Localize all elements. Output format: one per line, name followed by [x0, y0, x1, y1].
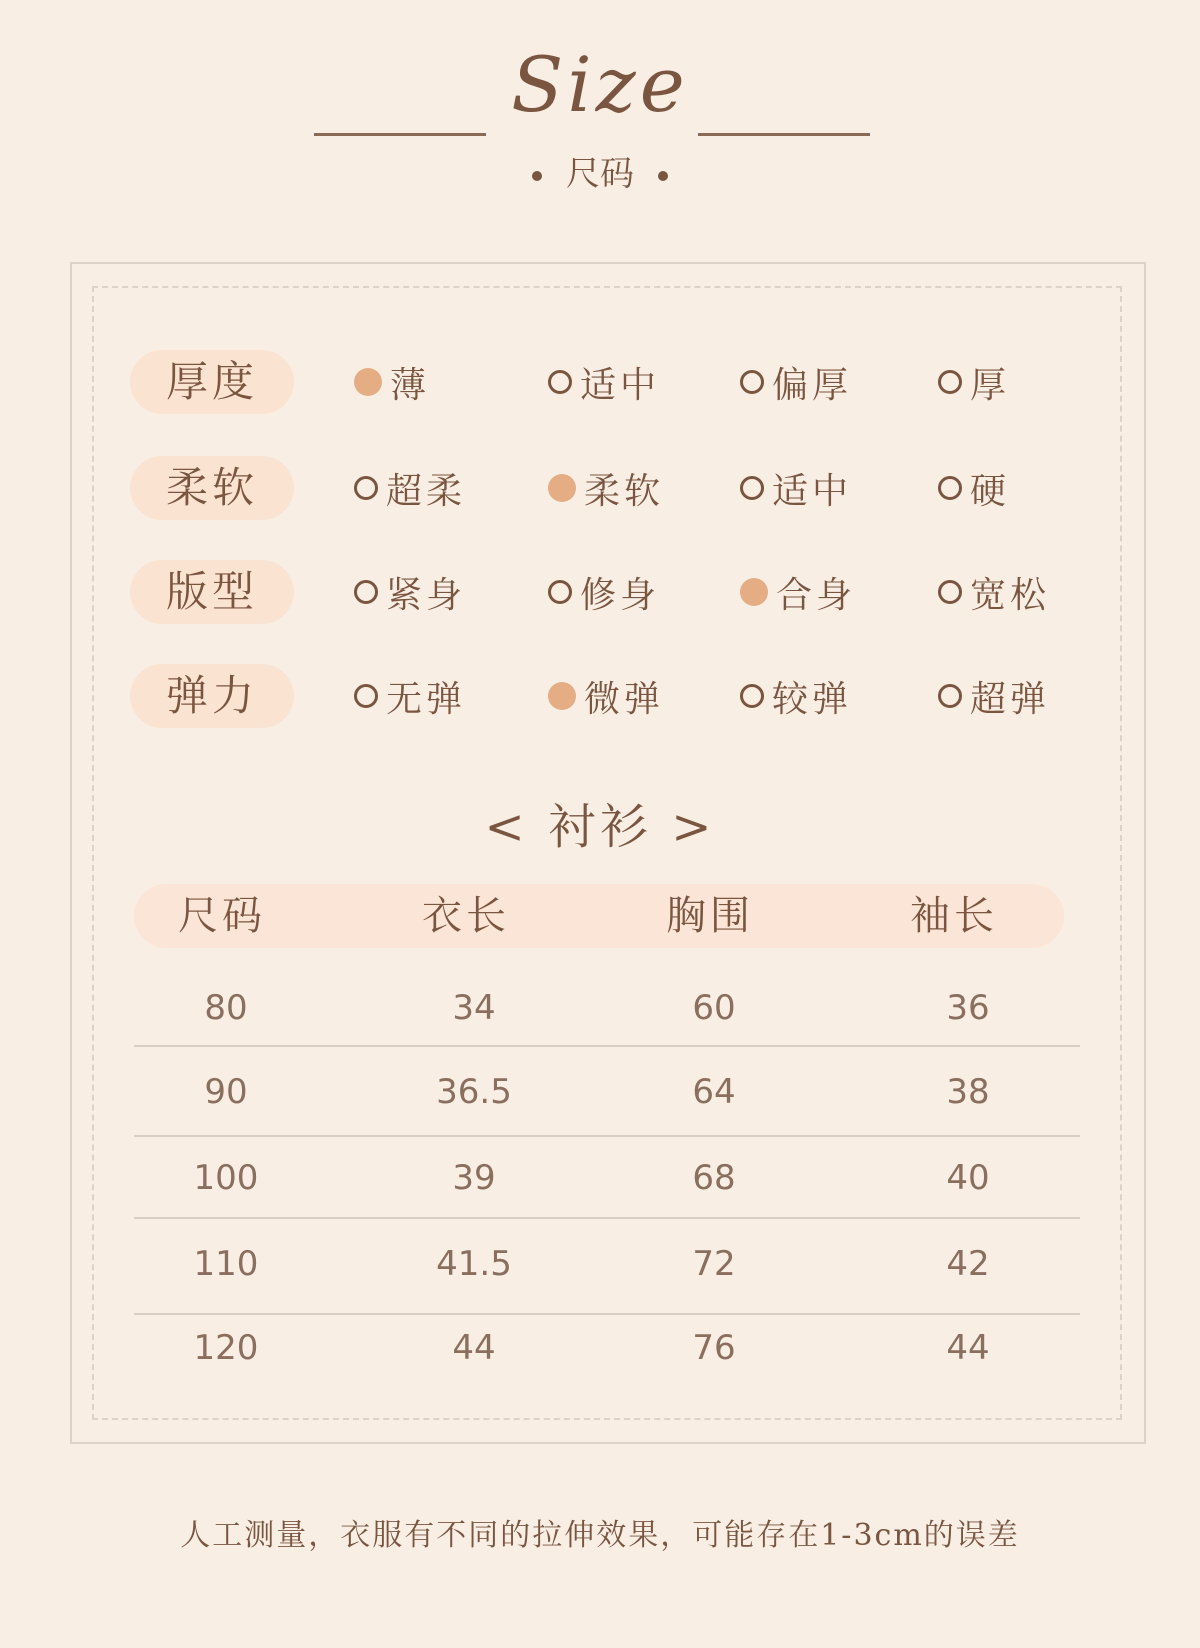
attribute-option[interactable]	[740, 664, 852, 728]
table-cell: 39	[452, 1158, 496, 1198]
table-cell: 36	[946, 988, 990, 1028]
attribute-option-label: 修身	[580, 574, 661, 616]
attribute-option-label: 偏厚	[772, 364, 853, 406]
attribute-option[interactable]	[938, 560, 1050, 624]
radio-empty-icon	[354, 684, 378, 708]
attribute-option-label: 较弹	[772, 678, 853, 720]
table-cell: 44	[452, 1328, 496, 1368]
attribute-option-label: 微弹	[584, 678, 665, 720]
attribute-option[interactable]	[548, 560, 660, 624]
radio-empty-icon	[740, 370, 764, 394]
attribute-option[interactable]	[354, 350, 430, 414]
title-divider-right	[698, 133, 870, 136]
footnote: 人工测量，衣服有不同的拉伸效果，可能存在1-3cm的误差	[180, 1518, 1020, 1553]
radio-selected-icon	[548, 682, 576, 710]
attribute-label: 版型	[130, 560, 294, 624]
attribute-option-label: 硬	[970, 470, 1011, 512]
radio-empty-icon	[548, 370, 572, 394]
attribute-option[interactable]	[938, 456, 1010, 520]
table-cell: 76	[692, 1328, 736, 1368]
attribute-option-label: 紧身	[386, 574, 467, 616]
product-name: < 衬衫 >	[484, 799, 716, 855]
attribute-option-label: 厚	[970, 364, 1011, 406]
attribute-option[interactable]	[740, 560, 856, 624]
attribute-option[interactable]	[740, 456, 852, 520]
title-divider-left	[314, 133, 486, 136]
attribute-option-label: 无弹	[386, 678, 467, 720]
radio-empty-icon	[740, 476, 764, 500]
radio-empty-icon	[938, 684, 962, 708]
header-chest: 胸围	[666, 893, 754, 939]
attribute-option[interactable]	[548, 664, 664, 728]
attribute-option[interactable]	[354, 664, 466, 728]
table-cell: 38	[946, 1072, 990, 1112]
attribute-option-label: 适中	[580, 364, 661, 406]
attribute-option[interactable]	[938, 350, 1010, 414]
table-cell: 40	[946, 1158, 990, 1198]
attribute-option-label: 薄	[390, 364, 431, 406]
attribute-option-label: 超柔	[386, 470, 467, 512]
radio-empty-icon	[938, 476, 962, 500]
header-size: 尺码	[178, 893, 266, 939]
attribute-label: 柔软	[130, 456, 294, 520]
bullet-dot-icon	[532, 171, 542, 181]
table-cell: 34	[452, 988, 496, 1028]
table-cell: 64	[692, 1072, 736, 1112]
page-subtitle: 尺码	[566, 154, 634, 194]
attribute-option-label: 宽松	[970, 574, 1051, 616]
radio-empty-icon	[740, 684, 764, 708]
table-cell: 110	[193, 1244, 259, 1284]
row-divider	[134, 1045, 1080, 1047]
attribute-option[interactable]	[354, 560, 466, 624]
attribute-label: 厚度	[130, 350, 294, 414]
attribute-option[interactable]	[548, 456, 664, 520]
bullet-dot-icon	[658, 171, 668, 181]
table-cell: 60	[692, 988, 736, 1028]
radio-empty-icon	[938, 370, 962, 394]
attribute-row	[130, 560, 1090, 624]
table-cell: 80	[204, 988, 248, 1028]
attribute-option-label: 适中	[772, 470, 853, 512]
table-cell: 100	[193, 1158, 259, 1198]
size-table-header	[134, 884, 1064, 948]
attribute-label: 弹力	[130, 664, 294, 728]
header-length: 衣长	[422, 893, 510, 939]
radio-selected-icon	[354, 368, 382, 396]
table-cell: 44	[946, 1328, 990, 1368]
attribute-option[interactable]	[548, 350, 660, 414]
table-cell: 68	[692, 1158, 736, 1198]
radio-empty-icon	[354, 580, 378, 604]
row-divider	[134, 1135, 1080, 1137]
attribute-option[interactable]	[354, 456, 466, 520]
table-cell: 36.5	[436, 1072, 512, 1112]
table-cell: 72	[692, 1244, 736, 1284]
attribute-option[interactable]	[740, 350, 852, 414]
row-divider	[134, 1217, 1080, 1219]
header-sleeve: 袖长	[910, 893, 998, 939]
table-cell: 41.5	[436, 1244, 512, 1284]
attribute-option-label: 合身	[776, 574, 857, 616]
attribute-row	[130, 664, 1090, 728]
attribute-option-label: 超弹	[970, 678, 1051, 720]
table-cell: 120	[193, 1328, 259, 1368]
radio-selected-icon	[548, 474, 576, 502]
radio-empty-icon	[548, 580, 572, 604]
radio-empty-icon	[938, 580, 962, 604]
radio-empty-icon	[354, 476, 378, 500]
row-divider	[134, 1313, 1080, 1315]
attribute-row	[130, 350, 1090, 414]
table-cell: 42	[946, 1244, 990, 1284]
table-cell: 90	[204, 1072, 248, 1112]
subtitle-row	[0, 146, 1200, 195]
attribute-row	[130, 456, 1090, 520]
attribute-option-label: 柔软	[584, 470, 665, 512]
attribute-option[interactable]	[938, 664, 1050, 728]
page-title: Size	[511, 40, 689, 129]
radio-selected-icon	[740, 578, 768, 606]
